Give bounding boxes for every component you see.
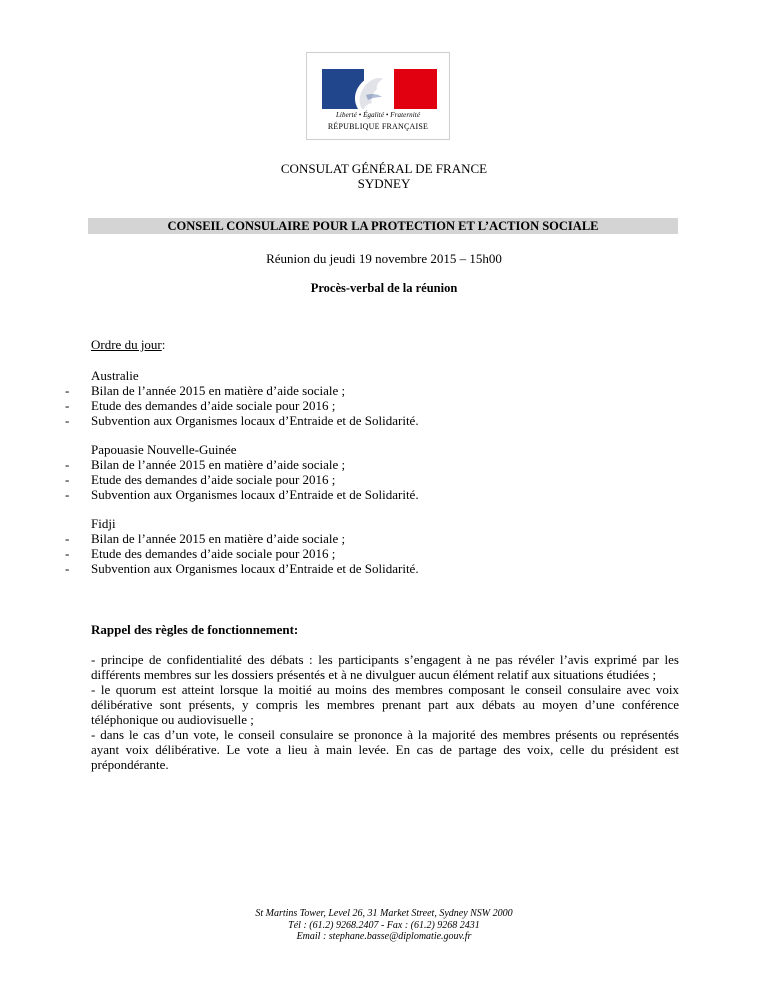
- agenda-item-text: Bilan de l’année 2015 en matière d’aide sociale ;: [91, 531, 346, 546]
- footer-email: Email : stephane.basse@diplomatie.gouv.fr: [296, 931, 472, 942]
- agenda-title: Ordre du jour: [91, 337, 162, 352]
- agenda-title-colon: :: [161, 337, 166, 352]
- republic-motto: Liberté • Égalité • Fraternité: [335, 111, 421, 119]
- agenda-item-text: Etude des demandes d’aide sociale pour 2016 ;: [91, 398, 336, 413]
- list-dash: -: [65, 413, 70, 428]
- agenda-item-text: Etude des demandes d’aide sociale pour 2016 ;: [91, 472, 336, 487]
- agenda-group-title: Australie: [91, 368, 139, 383]
- footer-phone: Tél : (61.2) 9268.2407 - Fax : (61.2) 9268 2431: [288, 919, 480, 931]
- rules-body: [91, 652, 679, 772]
- agenda-item-text: Bilan de l’année 2015 en matière d’aide sociale ;: [91, 383, 346, 398]
- agenda-group-title: Papouasie Nouvelle-Guinée: [91, 442, 237, 457]
- agenda-group-title: Fidji: [91, 516, 116, 531]
- republic-name: RÉPUBLIQUE FRANÇAISE: [327, 122, 429, 131]
- agenda-item-text: Subvention aux Organismes locaux d’Entraide et de Solidarité.: [91, 413, 419, 428]
- list-dash: -: [65, 561, 70, 576]
- consulate-city: SYDNEY: [357, 176, 411, 191]
- republic-logo: [306, 52, 450, 140]
- agenda-item-text: Subvention aux Organismes locaux d’Entraide et de Solidarité.: [91, 561, 419, 576]
- list-dash: -: [65, 457, 70, 472]
- footer-address: St Martins Tower, Level 26, 31 Market Street, Sydney NSW 2000: [255, 908, 513, 919]
- footer: [0, 908, 768, 943]
- list-dash: -: [65, 546, 70, 561]
- consulate-header: [0, 161, 768, 191]
- list-dash: -: [65, 531, 70, 546]
- consulate-name: CONSULAT GÉNÉRAL DE FRANCE: [280, 161, 488, 176]
- agenda-item-text: Bilan de l’année 2015 en matière d’aide sociale ;: [91, 457, 346, 472]
- agenda-item-text: Etude des demandes d’aide sociale pour 2016 ;: [91, 546, 336, 561]
- meeting-date: Réunion du jeudi 19 novembre 2015 – 15h00: [266, 251, 502, 266]
- agenda-item-text: Subvention aux Organismes locaux d’Entraide et de Solidarité.: [91, 487, 419, 502]
- list-dash: -: [65, 472, 70, 487]
- marianne-flag-icon: [322, 69, 437, 109]
- minutes-title: Procès-verbal de la réunion: [310, 281, 458, 295]
- rules-title: Rappel des règles de fonctionnement:: [91, 622, 299, 637]
- council-banner: CONSEIL CONSULAIRE POUR LA PROTECTION ET L’ACTION SOCIALE: [88, 218, 678, 234]
- rule-paragraph: - dans le cas d’un vote, le conseil consulaire se prononce à la majorité des membres présents ou représentés ayant voix délibérative. Le vote a lieu à main levée. En cas de partage des voix, celle du président est prépondérante.: [91, 727, 679, 772]
- rule-paragraph: - principe de confidentialité des débats : les participants s’engagent à ne pas révéler l’avis exprimé par les différents membres sur les dossiers présentés et à ne divulguer aucun élément relatif aux situations étudiées ;: [91, 652, 679, 682]
- list-dash: -: [65, 383, 70, 398]
- list-dash: -: [65, 487, 70, 502]
- agenda-heading: [91, 337, 165, 353]
- list-dash: -: [65, 398, 70, 413]
- rule-paragraph: - le quorum est atteint lorsque la moitié au moins des membres composant le conseil consulaire avec voix délibérative sont présents, y compris les membres prenant part aux débats au moyen d’une conférence téléphonique ou audiovisuelle ;: [91, 682, 679, 727]
